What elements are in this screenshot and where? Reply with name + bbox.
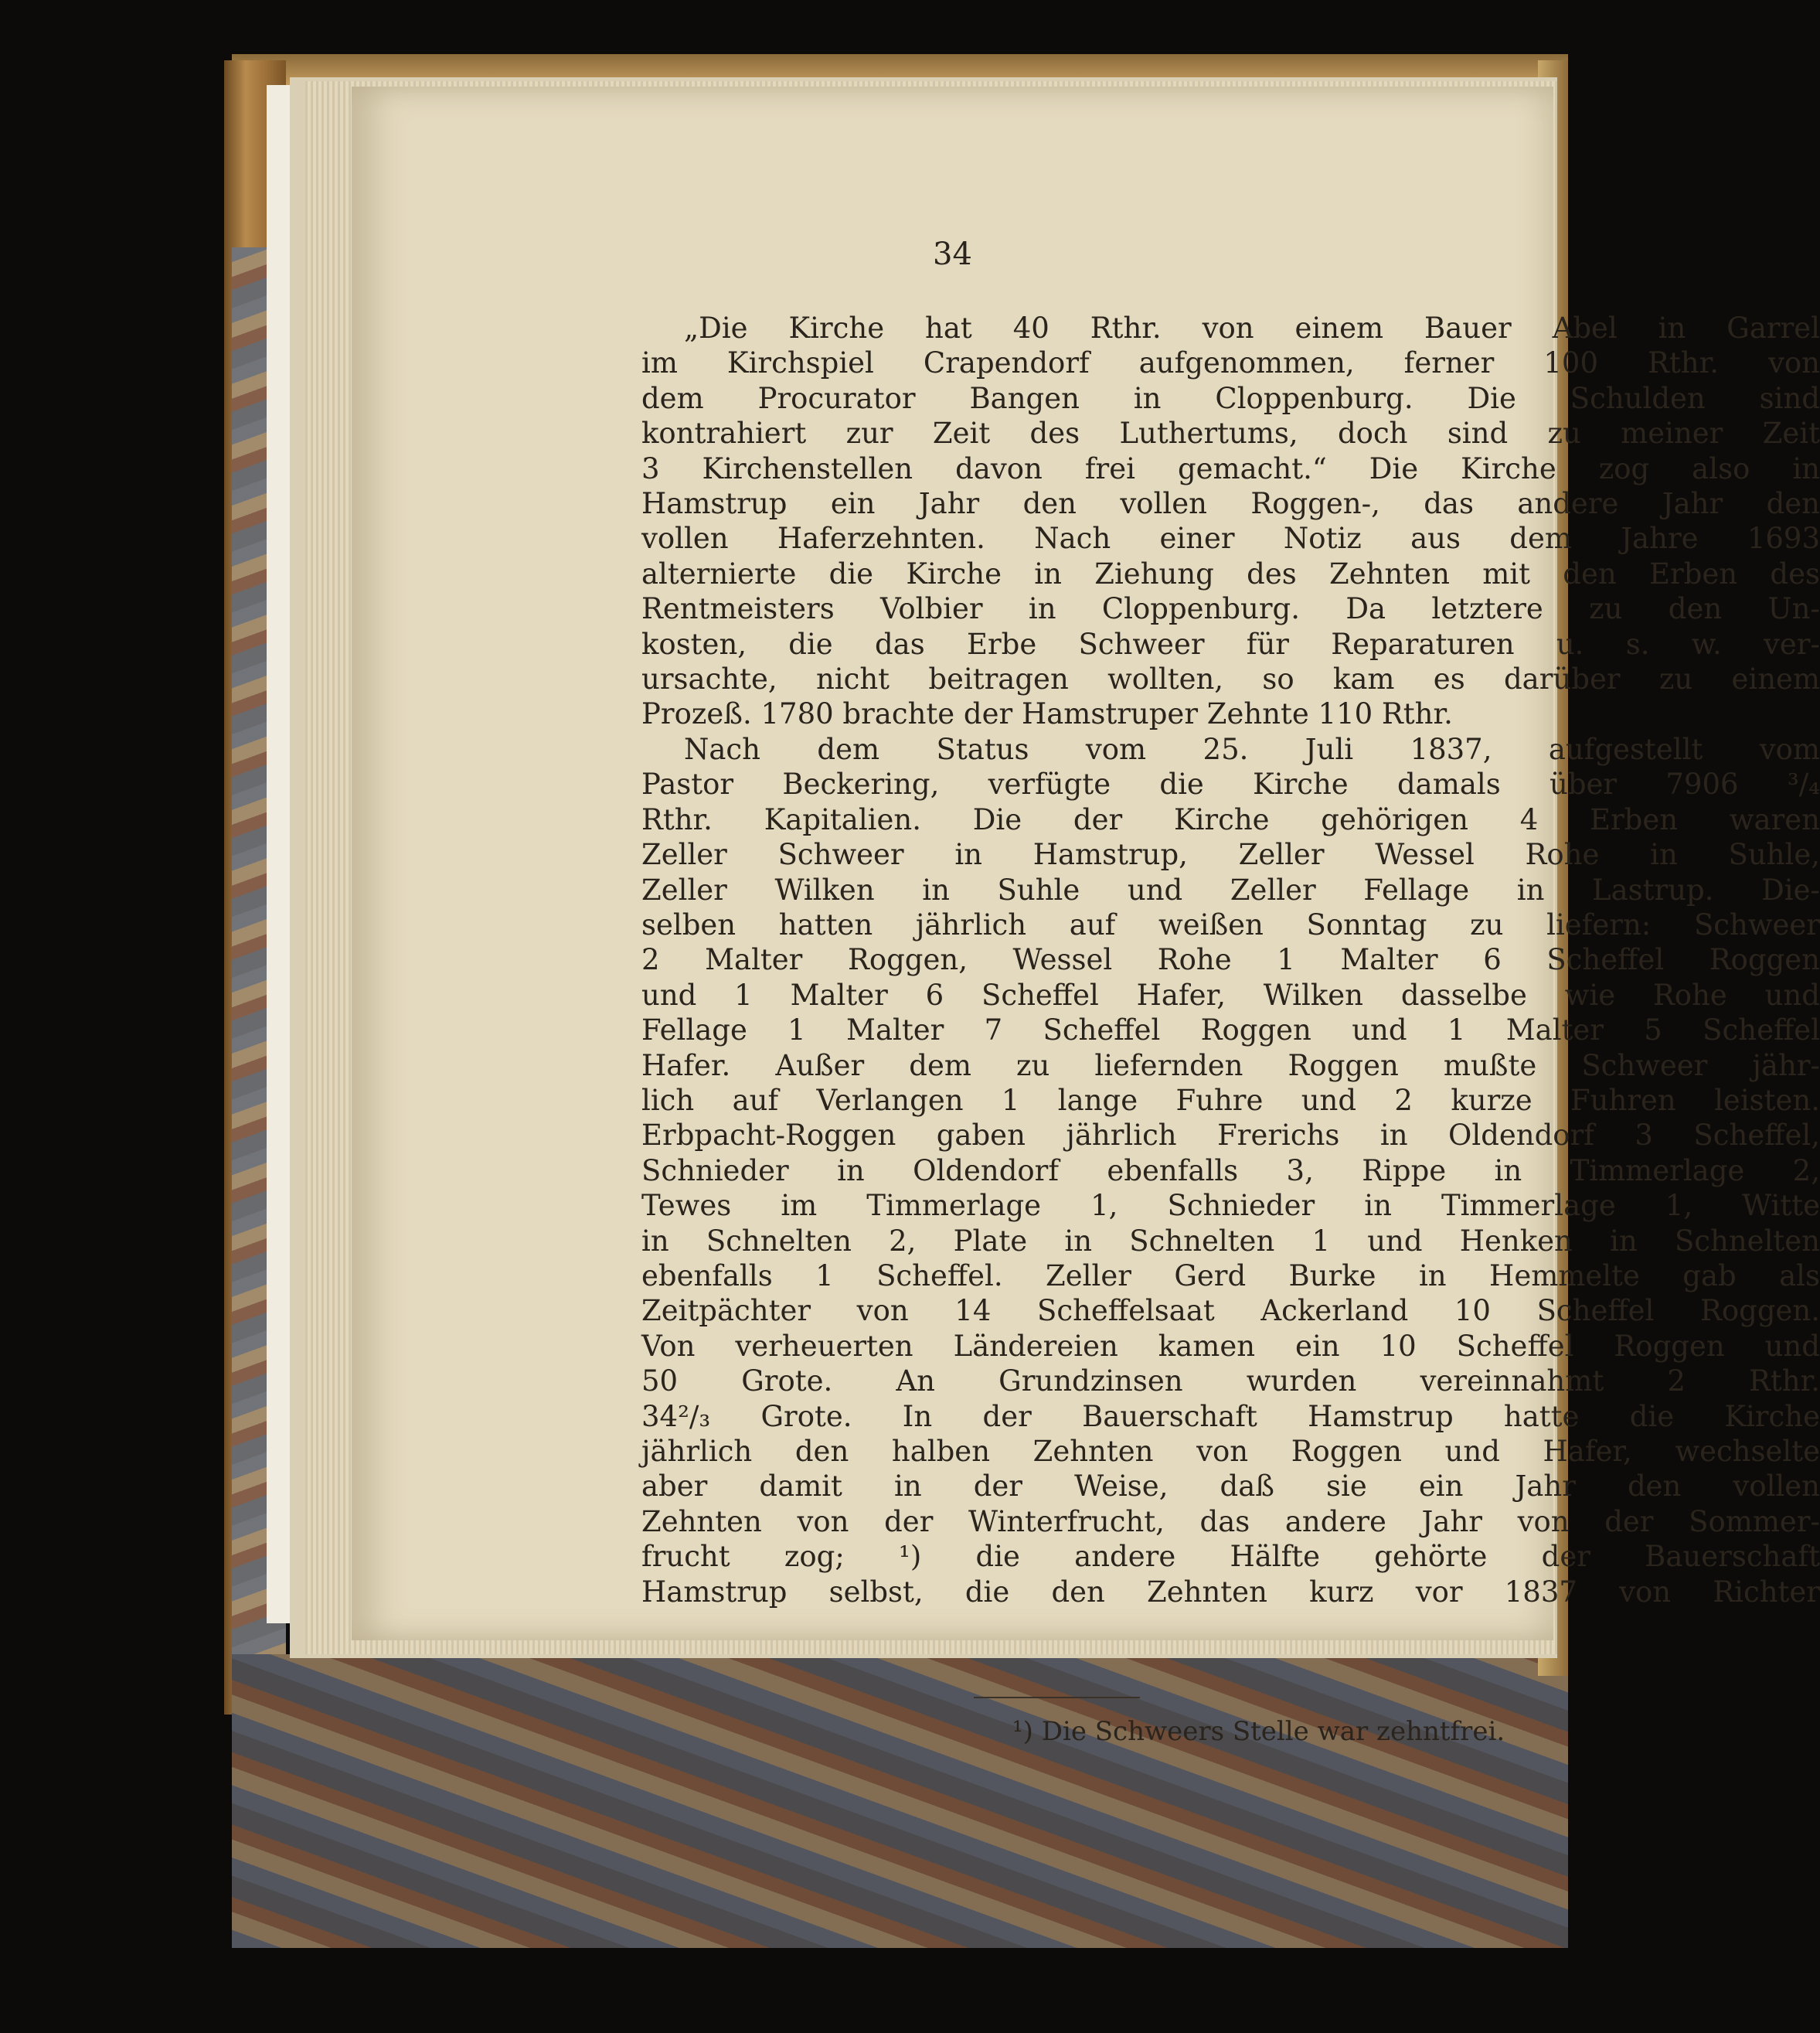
text-line: Von verheuerten Ländereien kamen ein 10 Scheffel Roggen und: [641, 1329, 1820, 1363]
text-line: kontrahiert zur Zeit des Luthertums, doch sind zu meiner Zeit: [641, 417, 1820, 451]
text-line: Rentmeisters Volbier in Cloppenburg. Da letztere zu den Un-: [641, 592, 1820, 626]
text-line: Erbpacht-Roggen gaben jährlich Frerichs in Oldendorf 3 Scheffel,: [641, 1119, 1820, 1153]
text-line: ebenfalls 1 Scheffel. Zeller Gerd Burke in Hemmelte gab als: [641, 1258, 1820, 1292]
text-line: selben hatten jährlich auf weißen Sonntag zu liefern: Schweer: [641, 908, 1820, 942]
text-line: und 1 Malter 6 Scheffel Hafer, Wilken dasselbe wie Rohe und: [641, 978, 1820, 1012]
text-line: „Die Kirche hat 40 Rthr. von einem Bauer Abel in Garrel: [684, 312, 1820, 345]
body-text: [641, 311, 1820, 1609]
text-line: lich auf Verlangen 1 lange Fuhre und 2 kurze Fuhren leisten.: [641, 1083, 1820, 1117]
text-line: Prozeß. 1780 brachte der Hamstruper Zehnte 110 Rthr.: [641, 697, 1453, 731]
text-line: Nach dem Status vom 25. Juli 1837, aufgestellt vom: [684, 732, 1820, 766]
text-line: Hamstrup ein Jahr den vollen Roggen-, das andere Jahr den: [641, 487, 1820, 521]
text-line: frucht zog; ¹) die andere Hälfte gehörte der Bauerschaft: [641, 1540, 1820, 1574]
footnote-separator: [974, 1697, 1140, 1698]
page-edge: [267, 85, 290, 1623]
text-line: vollen Haferzehnten. Nach einer Notiz aus dem Jahre 1693: [641, 522, 1820, 556]
text-line: alternierte die Kirche in Ziehung des Zehnten mit den Erben des: [641, 557, 1820, 591]
text-line: Pastor Beckering, verfügte die Kirche damals über 7906 ³/₄: [641, 768, 1820, 802]
text-line: Fellage 1 Malter 7 Scheffel Roggen und 1 Malter 5 Scheffel: [641, 1013, 1820, 1047]
marbled-cover: [232, 1654, 1568, 1948]
text-line: 34²/₃ Grote. In der Bauerschaft Hamstrup hatte die Kirche: [641, 1399, 1820, 1433]
page-number: 34: [933, 237, 972, 272]
text-line: jährlich den halben Zehnten von Roggen und Hafer, wechselte: [641, 1435, 1820, 1468]
text-line: Zehnten von der Winterfrucht, das andere Jahr von der Sommer-: [641, 1504, 1820, 1538]
text-line: 50 Grote. An Grundzinsen wurden vereinnahmt 2 Rthr.: [641, 1364, 1820, 1398]
text-line: Zeller Schweer in Hamstrup, Zeller Wessel Rohe in Suhle,: [641, 838, 1820, 872]
text-line: Hamstrup selbst, die den Zehnten kurz vor 1837 von Richter: [641, 1575, 1820, 1609]
text-line: Tewes im Timmerlage 1, Schnieder in Timmerlage 1, Witte: [641, 1189, 1820, 1223]
text-line: aber damit in der Weise, daß sie ein Jahr den vollen: [641, 1469, 1820, 1503]
text-line: im Kirchspiel Crapendorf aufgenommen, ferner 100 Rthr. von: [641, 346, 1820, 380]
text-line: kosten, die das Erbe Schweer für Reparaturen u. s. w. ver-: [641, 627, 1820, 661]
text-line: Zeller Wilken in Suhle und Zeller Fellage in Lastrup. Die-: [641, 873, 1820, 907]
text-line: ursachte, nicht beitragen wollten, so kam es darüber zu einem: [641, 662, 1820, 696]
text-line: Zeitpächter von 14 Scheffelsaat Ackerland 10 Scheffel Roggen.: [641, 1294, 1820, 1328]
text-line: 2 Malter Roggen, Wessel Rohe 1 Malter 6 Scheffel Roggen: [641, 943, 1820, 977]
book-page: [352, 87, 1820, 1747]
text-line: in Schnelten 2, Plate in Schnelten 1 und Henken in Schnelten: [641, 1224, 1820, 1258]
text-line: 3 Kirchenstellen davon frei gemacht.“ Die Kirche zog also in: [641, 451, 1820, 485]
text-line: dem Procurator Bangen in Cloppenburg. Die Schulden sind: [641, 381, 1820, 415]
footnote: ¹) Die Schweers Stelle war zehntfrei.: [1012, 1716, 1505, 1747]
text-line: Hafer. Außer dem zu liefernden Roggen mußte Schweer jähr-: [641, 1048, 1820, 1082]
text-line: Schnieder in Oldendorf ebenfalls 3, Rippe in Timmerlage 2,: [641, 1153, 1820, 1187]
text-line: Rthr. Kapitalien. Die der Kirche gehörigen 4 Erben waren: [641, 802, 1820, 836]
